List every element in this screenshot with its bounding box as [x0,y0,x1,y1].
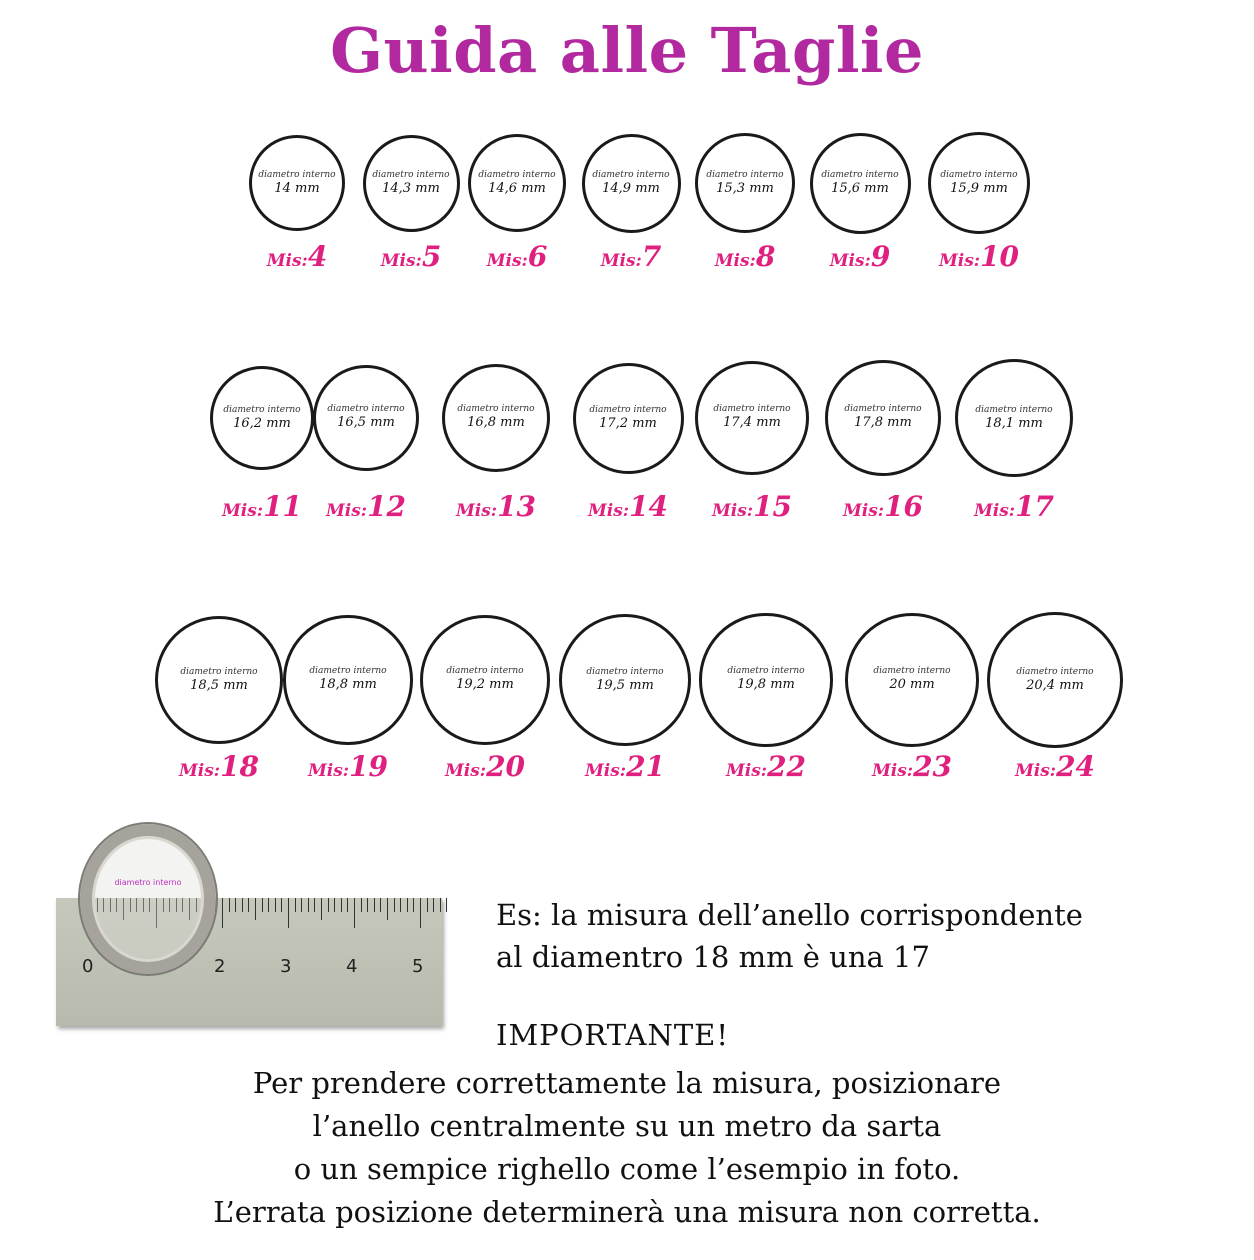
size-prefix: Mis: [444,761,487,781]
size-prefix: Mis: [711,501,754,521]
size-label [842,750,982,783]
size-label [415,750,555,783]
ring-caption: diametro interno [821,169,899,180]
ring-circle [210,366,314,470]
ring-diameter: 20,4 mm [1026,677,1084,693]
size-label [296,490,436,523]
page-title: Guida alle Taglie [330,14,924,87]
ring-diameter: 17,8 mm [854,415,912,431]
ring-circle [810,133,911,234]
size-label [558,490,698,523]
size-prefix: Mis: [380,251,422,271]
size-label [149,750,289,783]
size-prefix: Mis: [584,761,627,781]
ruler-tick [420,898,421,928]
ruler-tick [341,898,342,912]
size-prefix: Mis: [486,251,528,271]
ruler-tick [229,898,230,912]
size-number: 6 [527,240,548,273]
example-line: Es: la misura dell’anello corrispondente [496,898,1083,932]
ring-diameter: 19,2 mm [456,677,514,693]
size-number: 12 [367,490,407,523]
ruler-number: 5 [412,956,424,977]
ring-diameter: 19,8 mm [737,677,795,693]
size-number: 13 [497,490,537,523]
ring-caption: diametro interno [478,169,556,180]
ruler-tick [433,898,434,912]
important-text [0,1062,1254,1234]
ruler-tick [440,898,441,912]
size-label [682,490,822,523]
ring-caption: diametro interno [975,404,1053,415]
ring-caption: diametro interno [180,666,258,677]
ring-diameter: 14 mm [274,180,320,196]
ruler-tick [394,898,395,912]
ruler-tick [407,898,408,912]
size-number: 22 [767,750,807,783]
ruler-tick [446,898,447,912]
ring-caption: diametro interno [844,404,922,415]
ruler-tick [222,898,223,928]
ring-caption: diametro interno [327,404,405,415]
ruler-tick [301,898,302,912]
ruler-tick [288,898,289,928]
ring-circle [928,132,1030,234]
ring-caption: diametro interno [589,404,667,415]
size-prefix: Mis: [325,501,368,521]
size-prefix: Mis: [725,761,768,781]
ring-circle [468,134,566,232]
ruler-tick [262,898,263,912]
ruler-tick [295,898,296,912]
ring-caption: diametro interno [586,666,664,677]
ring-diameter: 18,5 mm [190,677,248,693]
ruler-tick [380,898,381,912]
ring-caption: diametro interno [1016,666,1094,677]
ring-caption: diametro interno [446,666,524,677]
example-text [496,894,1083,978]
ruler-number: 0 [82,956,94,977]
ruler-tick [427,898,428,912]
size-label [278,750,418,783]
ruler-photo [52,820,448,1032]
size-prefix: Mis: [600,251,642,271]
size-number: 8 [755,240,776,273]
size-label [944,490,1084,523]
ring-diameter: 16,8 mm [467,415,525,431]
size-prefix: Mis: [178,761,221,781]
size-number: 23 [913,750,953,783]
ring-circle [249,135,345,231]
important-line: l’anello centralmente su un metro da sarta [312,1109,942,1143]
size-number: 18 [220,750,260,783]
example-line: al diamentro 18 mm è una 17 [496,940,930,974]
ring-diameter: 17,2 mm [599,415,657,431]
ruler-tick [321,898,322,920]
ring-diameter: 15,9 mm [950,180,1008,196]
ring-caption: diametro interno [940,169,1018,180]
ring-circle [695,361,808,474]
size-prefix: Mis: [714,251,756,271]
ring-diameter: 18,1 mm [985,415,1043,431]
ring-band-image [80,824,216,974]
ruler-tick [367,898,368,912]
ring-circle [559,614,691,746]
size-number: 14 [629,490,669,523]
ring-diameter: 20 mm [889,677,935,693]
ruler-number: 4 [346,956,358,977]
size-number: 10 [980,240,1020,273]
ring-diameter: 15,3 mm [716,180,774,196]
size-number: 5 [421,240,442,273]
size-number: 7 [641,240,662,273]
ring-caption: diametro interno [727,666,805,677]
size-number: 4 [307,240,328,273]
size-number: 21 [626,750,666,783]
ring-caption: diametro interno [258,169,336,180]
ring-caption: diametro interno [873,666,951,677]
ruler-tick [308,898,309,912]
size-prefix: Mis: [1014,761,1057,781]
ruler-tick [374,898,375,912]
ruler-tick [328,898,329,912]
ring-circle [420,615,551,746]
ring-diameter: 16,2 mm [233,415,291,431]
ring-diameter: 16,5 mm [337,415,395,431]
ruler-number: 1 [148,956,160,977]
ring-circle [155,616,283,744]
size-prefix: Mis: [973,501,1016,521]
size-label [426,490,566,523]
size-prefix: Mis: [307,761,350,781]
ruler-tick [334,898,335,912]
ring-circle [363,135,460,232]
size-number: 24 [1056,750,1096,783]
ruler-number: 3 [280,956,292,977]
ruler-tick [235,898,236,912]
important-line: L’errata posizione determinerà una misura non corretta. [213,1195,1041,1229]
ring-diameter: 14,6 mm [488,180,546,196]
size-label [909,240,1049,273]
ring-circle [313,365,419,471]
ring-caption: diametro interno [372,169,450,180]
size-number: 17 [1015,490,1055,523]
ruler-tick [347,898,348,912]
size-label [985,750,1125,783]
ring-circle [283,615,412,744]
size-label [555,750,695,783]
ruler-tick [248,898,249,912]
size-prefix: Mis: [221,501,264,521]
ring-caption: diametro interno [223,404,301,415]
ruler-number: 2 [214,956,226,977]
ruler-tick [361,898,362,912]
size-number: 20 [486,750,526,783]
ring-circle [695,133,795,233]
ring-band-label: diametro interno [114,878,182,887]
ruler-tick [354,898,355,928]
size-label [813,490,953,523]
ring-caption: diametro interno [592,169,670,180]
size-number: 16 [884,490,924,523]
ring-circle [987,612,1123,748]
size-prefix: Mis: [266,251,308,271]
size-prefix: Mis: [455,501,498,521]
ring-circle [582,134,681,233]
size-label [696,750,836,783]
size-prefix: Mis: [938,251,981,271]
ruler-tick [255,898,256,920]
ring-circle [442,364,551,473]
ring-circle [573,363,684,474]
important-heading: IMPORTANTE! [496,1018,730,1052]
ring-circle [955,359,1073,477]
ruler-tick [281,898,282,912]
ring-caption: diametro interno [309,666,387,677]
ruler-tick [387,898,388,920]
ruler-tick [314,898,315,912]
ring-diameter: 17,4 mm [723,415,781,431]
ring-caption: diametro interno [457,404,535,415]
ring-diameter: 14,3 mm [382,180,440,196]
ruler-tick [400,898,401,912]
size-prefix: Mis: [587,501,630,521]
ring-caption: diametro interno [713,404,791,415]
ruler-tick [268,898,269,912]
ring-diameter: 19,5 mm [596,677,654,693]
ring-caption: diametro interno [706,169,784,180]
size-prefix: Mis: [871,761,914,781]
ring-diameter: 15,6 mm [831,180,889,196]
size-prefix: Mis: [829,251,871,271]
ring-diameter: 18,8 mm [319,677,377,693]
ring-diameter: 14,9 mm [602,180,660,196]
ring-circle [825,360,941,476]
ring-circle [845,613,980,748]
ruler-tick [242,898,243,912]
important-line: o un sempice righello come l’esempio in foto. [293,1152,961,1186]
size-number: 11 [263,490,303,523]
size-number: 19 [349,750,389,783]
size-number: 9 [870,240,891,273]
ring-circle [699,613,832,746]
ruler-tick [413,898,414,912]
size-number: 15 [753,490,793,523]
size-prefix: Mis: [842,501,885,521]
important-line: Per prendere correttamente la misura, posizionare [252,1066,1002,1100]
ruler-tick [275,898,276,912]
